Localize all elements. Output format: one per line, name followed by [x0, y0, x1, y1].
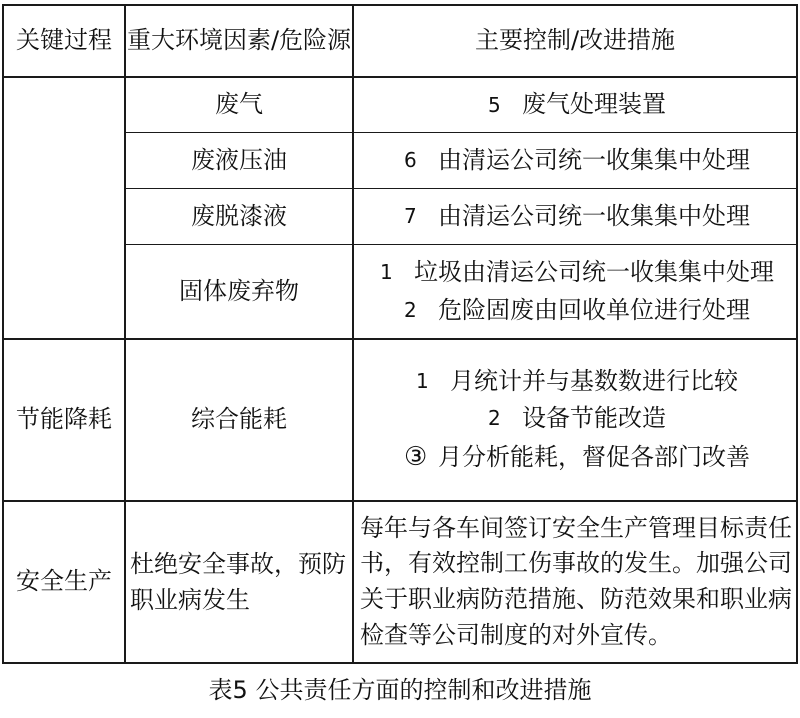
- factor-cell: 废脱漆液: [191, 201, 287, 230]
- measures-cell: [362, 78, 792, 132]
- table-border-right: [796, 4, 798, 664]
- column-divider: [352, 4, 354, 664]
- measures-table: [2, 4, 798, 664]
- header-key-process: 关键过程: [16, 26, 112, 55]
- measure-text: 设备节能改造: [522, 403, 666, 432]
- measure-item: [488, 400, 666, 437]
- measure-text: 废气处理装置: [522, 90, 666, 119]
- measure-item: [404, 142, 750, 179]
- measure-text: 由清运公司统一收集集中处理: [438, 201, 750, 230]
- measure-number: 7: [404, 204, 417, 228]
- measure-number: 6: [404, 148, 417, 172]
- factor-cell: 综合能耗: [191, 405, 287, 434]
- measure-number: 2: [488, 405, 501, 430]
- measure-text: 危险固废由回收单位进行处理: [438, 295, 750, 324]
- measure-number: ③: [404, 442, 428, 473]
- measure-item: [404, 437, 750, 477]
- factor-cell: 固体废弃物: [179, 276, 299, 305]
- header-environmental-factor: 重大环境因素/危险源: [126, 26, 352, 55]
- measure-number: 1: [416, 368, 429, 393]
- measures-paragraph: 每年与各车间签订安全生产管理目标责任书，有效控制工伤事故的发生。加强公司关于职业病防范措施、防范效果和职业病检查等公司制度的对外宣传。: [360, 513, 792, 649]
- measure-item: [488, 86, 666, 123]
- header-main-measures: 主要控制/改进措施: [474, 26, 676, 55]
- measure-item: [380, 254, 774, 291]
- factor-cell: 杜绝安全事故，预防职业病发生: [130, 550, 346, 614]
- measures-cell: [362, 340, 792, 500]
- table-border-bottom: [2, 662, 798, 664]
- table-caption: 表5 公共责任方面的控制和改进措施: [208, 676, 592, 704]
- measure-text: 垃圾由清运公司统一收集集中处理: [414, 258, 774, 287]
- measure-item: [404, 198, 750, 235]
- factor-cell: 废气: [215, 90, 263, 119]
- measures-cell: [362, 189, 792, 244]
- measure-text: 月分析能耗，督促各部门改善: [438, 442, 750, 471]
- process-cell: 安全生产: [16, 567, 112, 596]
- measure-item: [416, 363, 738, 400]
- process-cell: 节能降耗: [16, 405, 112, 434]
- measure-number: 1: [380, 260, 393, 285]
- factor-cell: 废液压油: [191, 145, 287, 174]
- measures-cell: [362, 133, 792, 188]
- measure-text: 月统计并与基数数进行比较: [450, 366, 738, 395]
- measure-item: [404, 292, 750, 329]
- measure-number: 2: [404, 297, 417, 322]
- measures-cell: [362, 245, 792, 338]
- measure-number: 5: [488, 92, 501, 117]
- measure-text: 由清运公司统一收集集中处理: [438, 145, 750, 174]
